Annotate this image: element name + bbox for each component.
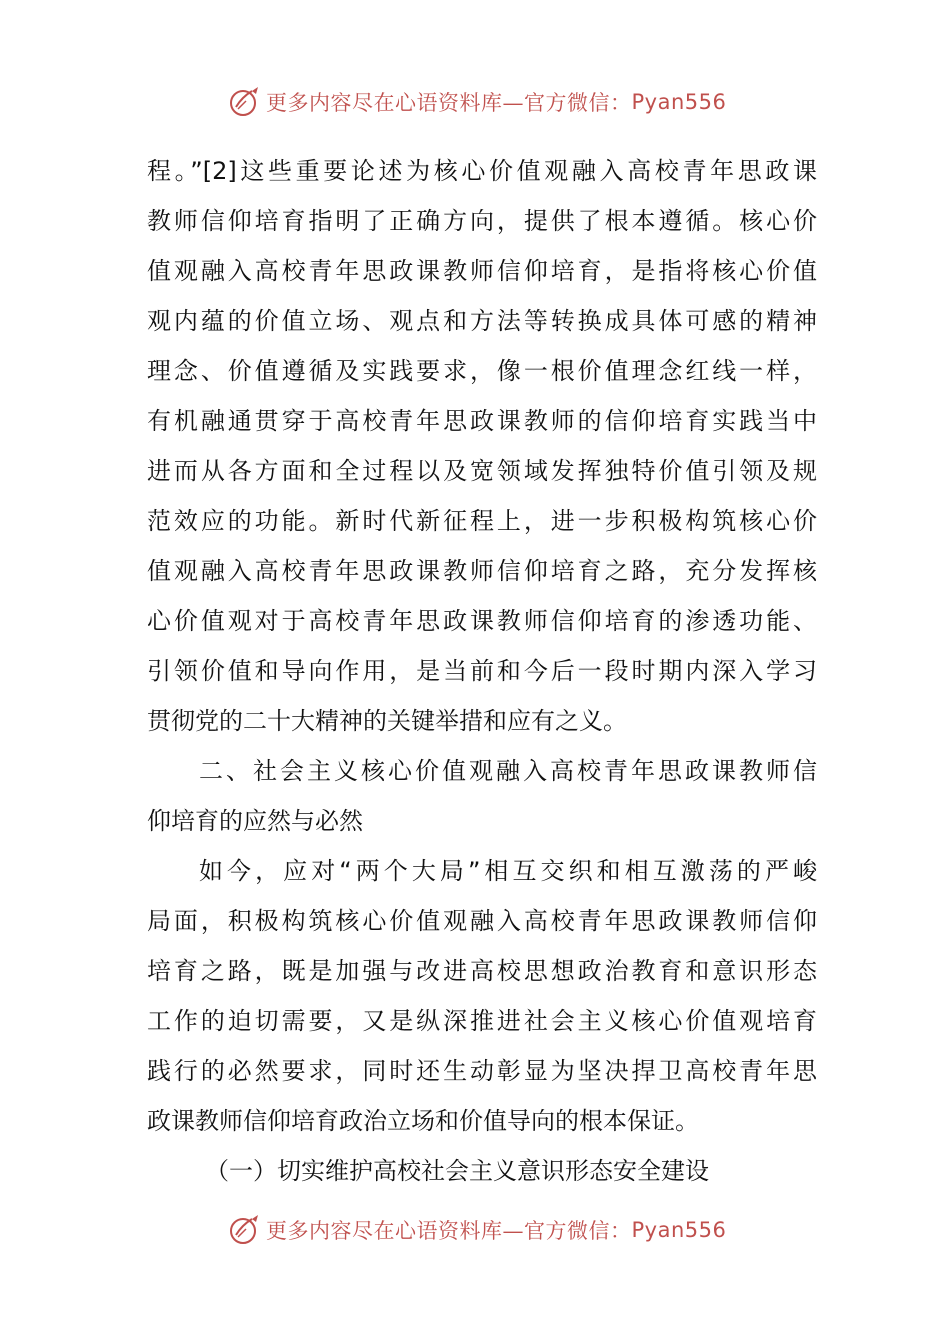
section-heading-line: 二、社会主义核心价值观融入高校青年思政课教师信 — [199, 757, 817, 785]
text-line: 程。”[2]这些重要论述为核心价值观融入高校青年思政课 — [147, 157, 817, 185]
subsection-heading-line: （一）切实维护高校社会主义意识形态安全建设 — [205, 1157, 709, 1185]
text-line: 培育之路，既是加强与改进高校思想政治教育和意识形态 — [147, 957, 817, 985]
text-line: 值观融入高校青年思政课教师信仰培育，是指将核心价值 — [147, 257, 817, 285]
text-line: 值观融入高校青年思政课教师信仰培育之路，充分发挥核 — [147, 557, 817, 585]
text-line: 践行的必然要求，同时还生动彰显为坚决捍卫高校青年思 — [147, 1057, 817, 1085]
text-line: 理念、价值遵循及实践要求，像一根价值理念红线一样， — [147, 357, 817, 385]
text-line: 观内蕴的价值立场、观点和方法等转换成具体可感的精神 — [147, 307, 817, 335]
text-line: 如今，应对“两个大局”相互交织和相互激荡的严峻 — [199, 857, 817, 885]
text-line: 局面，积极构筑核心价值观融入高校青年思政课教师信仰 — [147, 907, 817, 935]
banner-wechat-id: Pyan556 — [631, 90, 727, 114]
text-line: 有机融通贯穿于高校青年思政课教师的信仰培育实践当中 — [147, 407, 817, 435]
body-text — [147, 146, 817, 1196]
banner-text: 更多内容尽在心语资料库—官方微信： — [266, 91, 632, 115]
text-line: 引领价值和导向作用，是当前和今后一段时期内深入学习 — [147, 657, 817, 685]
header-watermark-banner — [228, 84, 748, 120]
text-line: 进而从各方面和全过程以及宽领域发挥独特价值引领及规 — [147, 457, 817, 485]
pen-logo-icon — [228, 1213, 262, 1247]
banner-wechat-id: Pyan556 — [631, 1218, 727, 1242]
text-line: 贯彻党的二十大精神的关键举措和应有之义。 — [147, 707, 627, 735]
text-line: 政课教师信仰培育政治立场和价值导向的根本保证。 — [147, 1107, 699, 1135]
text-line: 教师信仰培育指明了正确方向，提供了根本遵循。核心价 — [147, 207, 817, 235]
pen-logo-icon — [228, 85, 262, 119]
text-line: 工作的迫切需要，又是纵深推进社会主义核心价值观培育 — [147, 1007, 817, 1035]
section-heading-line: 仰培育的应然与必然 — [147, 807, 363, 835]
text-line: 心价值观对于高校青年思政课教师信仰培育的渗透功能、 — [147, 607, 817, 635]
text-line: 范效应的功能。新时代新征程上，进一步积极构筑核心价 — [147, 507, 817, 535]
banner-text: 更多内容尽在心语资料库—官方微信： — [266, 1219, 632, 1243]
footer-watermark-banner — [228, 1212, 748, 1248]
